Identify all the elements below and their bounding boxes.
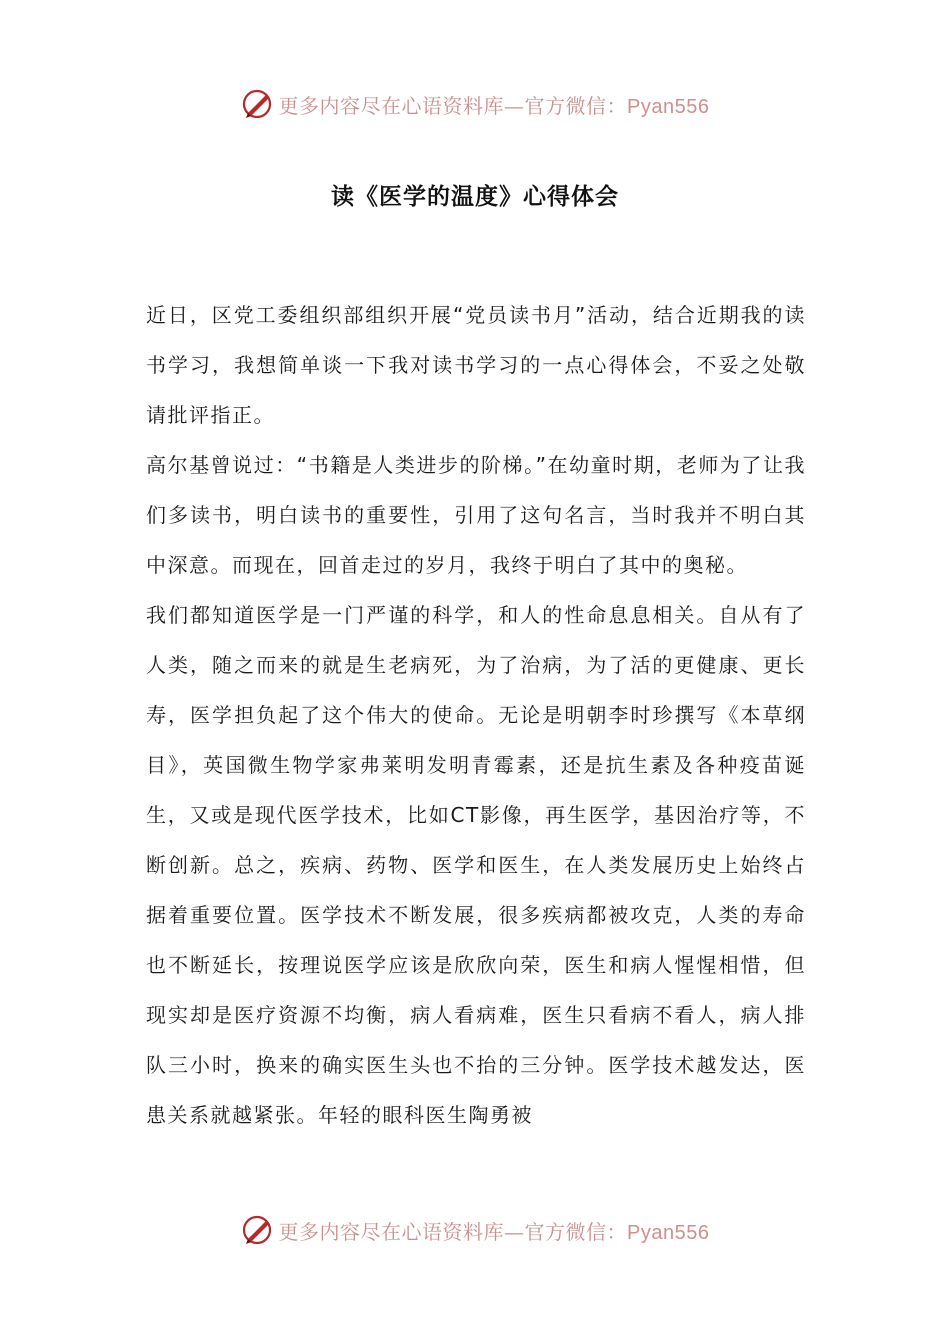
banner-wechat-id: Pyan556 bbox=[627, 95, 710, 118]
paragraph: 近日，区党工委组织部组织开展“党员读书月”活动，结合近期我的读书学习，我想简单谈一下我对读书学习的一点心得体会，不妥之处敬请批评指正。 bbox=[146, 303, 806, 427]
paragraph: 高尔基曾说过：“书籍是人类进步的阶梯。”在幼童时期，老师为了让我们多读书，明白读书的重要性，引用了这句名言，当时我并不明白其中深意。而现在，回首走过的岁月，我终于明白了其中的奥秘。 bbox=[146, 453, 806, 577]
footer-banner bbox=[0, 1208, 950, 1252]
pen-circle-logo-icon bbox=[241, 87, 275, 121]
banner-site-text: 更多内容尽在心语资料库—官方微信： bbox=[278, 1219, 628, 1244]
banner-text bbox=[279, 1216, 710, 1245]
banner-text bbox=[279, 90, 710, 119]
paragraph: 我们都知道医学是一门严谨的科学，和人的性命息息相关。自从有了人类，随之而来的就是生老病死，为了治病，为了活的更健康、更长寿，医学担负起了这个伟大的使命。无论是明朝李时珍撰写《本草纲目》，英国微生物学家弗莱明发明青霉素，还是抗生素及各种疫苗诞生，又或是现代医学技术，比如CT影像，再生医学，基因治疗等，不断创新。总之，疾病、药物、医学和医生，在人类发展历史上始终占据着重要位置。医学技术不断发展，很多疾病都被攻克，人类的寿命也不断延长，按理说医学应该是欣欣向荣，医生和病人惺惺相惜，但现实却是医疗资源不均衡，病人看病难，医生只看病不看人，病人排队三小时，换来的确实医生头也不抬的三分钟。医学技术越发达，医患关系就越紧张。年轻的眼科医生陶勇被 bbox=[146, 603, 806, 1127]
header-banner bbox=[0, 82, 950, 126]
pen-circle-logo-icon bbox=[241, 1213, 275, 1247]
document-title: 读《医学的温度》心得体会 bbox=[331, 183, 619, 210]
banner-site-text: 更多内容尽在心语资料库—官方微信： bbox=[278, 93, 628, 118]
document-body bbox=[146, 290, 806, 1140]
banner-wechat-id: Pyan556 bbox=[627, 1221, 710, 1244]
